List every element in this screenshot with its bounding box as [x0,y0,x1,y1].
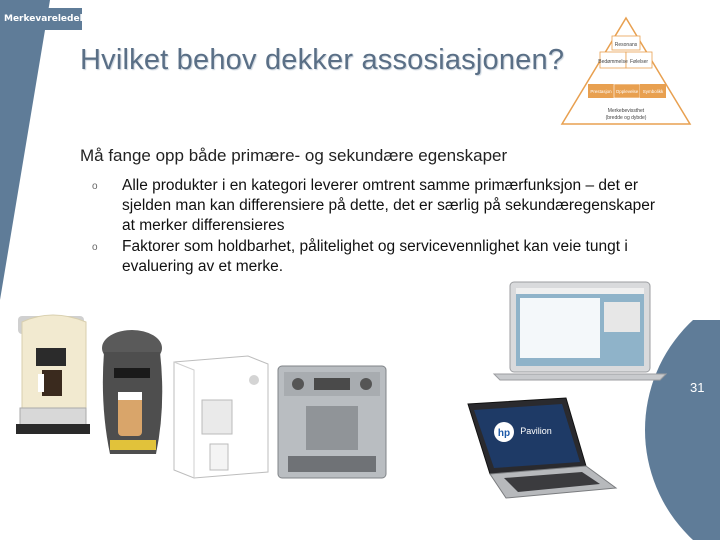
brand-pyramid-diagram [560,16,692,126]
lead-paragraph: Må fange opp både primære- og sekundære egenskaper [80,146,508,165]
bullet-marker: o [92,181,98,192]
pavilion-text: Pavilion [520,426,552,436]
brand-label: Merkevareledelse [0,8,82,30]
pyramid-text-judgments: Bedømmelse [598,59,628,65]
slide-body [80,146,680,278]
bullet-text: Faktorer som holdbarhet, pålitelighet og servicevennlighet kan veie tungt i evaluering av et merke. [122,238,628,275]
bullet-item [80,176,662,236]
bullet-text: Alle produkter i en kategori leverer omtrent samme primærfunksjon – det er sjelden man kan differensiere på dette, det er særlig på sekundæregenskaper at merker differensieres [122,177,656,234]
pyramid-text-salience: Merkebevissthet [607,108,645,114]
bullet-list [80,176,680,277]
coffee-machine-dolce-image [92,326,172,458]
slide-title: Hvilket behov dekker assosiasjonen? [80,44,565,76]
laptop-macbook-image [492,280,668,384]
page-number: 31 [690,380,705,395]
coffee-machine-white-image [168,352,272,480]
pyramid-text-performance: Prestasjon [590,89,612,94]
pyramid-text-top: Resonans [614,42,638,48]
laptop-hp-image [460,396,620,500]
coffee-machine-espresso-image [274,360,390,482]
bullet-marker: o [92,242,98,253]
pyramid-text-salience-sub: (bredde og dybde) [605,115,647,121]
coffee-machine-capsule-image [12,308,92,438]
side-band [0,0,60,540]
hp-logo-text: hp [497,428,511,439]
pyramid-text-symbolism: Symbolikk [642,89,664,94]
pyramid-text-imagery: Opplevelse [615,89,639,94]
pyramid-text-feelings: Følelser [629,59,649,65]
bullet-item [80,237,662,277]
